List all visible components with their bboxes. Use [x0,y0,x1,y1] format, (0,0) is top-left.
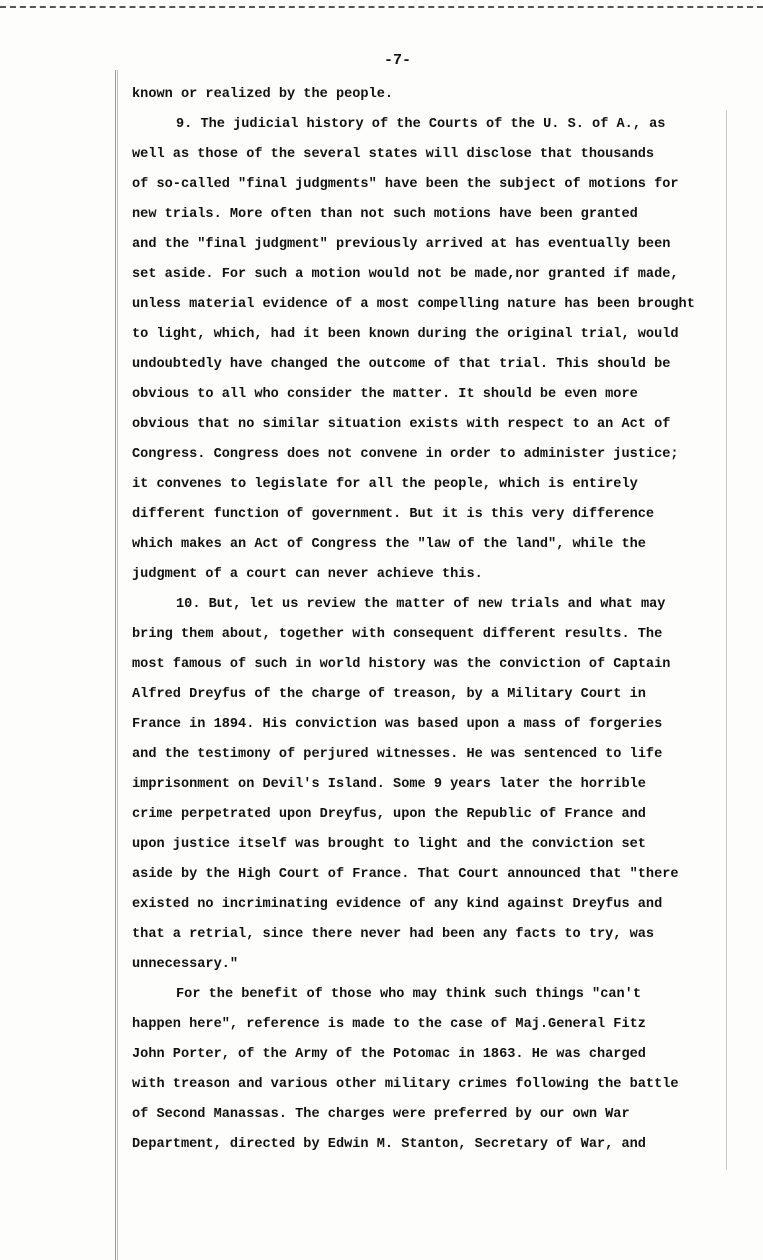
text-line: happen here", reference is made to the case of Maj.General Fitz [132,1017,646,1032]
text-line: upon justice itself was brought to light and the conviction set [132,837,646,852]
text-line: France in 1894. His conviction was based upon a mass of forgeries [132,717,663,732]
text-line: imprisonment on Devil's Island. Some 9 years later the horrible [132,777,646,792]
text-line: existed no incriminating evidence of any kind against Dreyfus and [132,897,663,912]
text-line: For the benefit of those who may think such things "can't [176,987,641,1002]
text-line: of Second Manassas. The charges were preferred by our own War [132,1107,630,1122]
text-line: most famous of such in world history was the conviction of Captain [132,657,671,672]
text-line: that a retrial, since there never had been any facts to try, was [132,927,655,942]
text-line: 9. The judicial history of the Courts of the U. S. of A., as [176,117,666,132]
text-line: with treason and various other military crimes following the battle [132,1077,679,1092]
text-line: bring them about, together with consequent different results. The [132,627,663,642]
text-line: 10. But, let us review the matter of new trials and what may [176,597,666,612]
text-line: unnecessary." [132,957,239,972]
text-line: undoubtedly have changed the outcome of that trial. This should be [132,357,671,372]
text-line: new trials. More often than not such motions have been granted [132,207,638,222]
text-line: of so-called "final judgments" have been the subject of motions for [132,177,679,192]
text-line: Department, directed by Edwin M. Stanton, Secretary of War, and [132,1137,646,1152]
text-line: to light, which, had it been known during the original trial, would [132,327,679,342]
text-line: aside by the High Court of France. That Court announced that "there [132,867,679,882]
text-line: set aside. For such a motion would not be made,nor granted if made, [132,267,679,282]
left-margin-rule [115,70,118,1260]
text-line: obvious that no similar situation exists with respect to an Act of [132,417,671,432]
text-line: crime perpetrated upon Dreyfus, upon the Republic of France and [132,807,646,822]
text-line: different function of government. But it is this very difference [132,507,655,522]
text-line: Congress. Congress does not convene in order to administer justice; [132,447,679,462]
text-line: unless material evidence of a most compelling nature has been brought [132,297,695,312]
text-line: John Porter, of the Army of the Potomac in 1863. He was charged [132,1047,646,1062]
page-top-border [0,0,763,8]
text-line: Alfred Dreyfus of the charge of treason, by a Military Court in [132,687,646,702]
text-line: well as those of the several states will disclose that thousands [132,147,655,162]
text-line: and the testimony of perjured witnesses. He was sentenced to life [132,747,663,762]
text-line: which makes an Act of Congress the "law of the land", while the [132,537,646,552]
body-text [132,80,752,1160]
text-line: obvious to all who consider the matter. It should be even more [132,387,638,402]
page-number: -7- [384,52,412,69]
text-line: and the "final judgment" previously arrived at has eventually been [132,237,671,252]
text-line: judgment of a court can never achieve this. [132,567,483,582]
text-line: known or realized by the people. [132,87,394,102]
text-line: it convenes to legislate for all the people, which is entirely [132,477,638,492]
